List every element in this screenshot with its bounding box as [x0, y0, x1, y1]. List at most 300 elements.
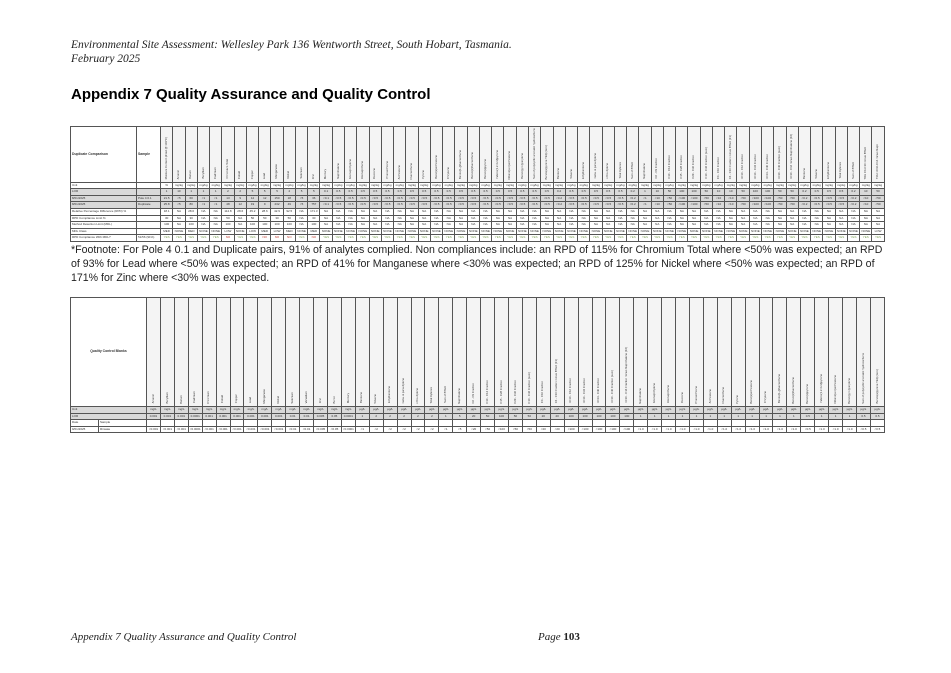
table-cell: 0.5	[602, 189, 614, 196]
table-cell: NO	[271, 235, 283, 242]
table-cell: NA	[860, 208, 872, 215]
table-cell: NA	[578, 222, 590, 229]
table-cell: YES	[430, 235, 442, 242]
empty-cell	[801, 420, 815, 427]
table-cell: NONE	[676, 228, 688, 235]
table-cell: 0.001	[147, 413, 161, 420]
table-cell: <0.5	[443, 202, 455, 209]
analyte-column-header	[614, 127, 626, 183]
table-cell: NONE	[197, 228, 209, 235]
analyte-column-header	[314, 298, 328, 407]
table-cell: 0.001	[160, 413, 174, 420]
table-cell: NA	[786, 208, 798, 215]
table-cell: NA	[541, 222, 553, 229]
empty-cell	[481, 420, 495, 427]
table-cell: <0.5	[835, 195, 847, 202]
table-cell: mg/kg	[602, 182, 614, 189]
analyte-column-header	[745, 298, 759, 407]
table-cell: 0.5	[406, 189, 418, 196]
table-cell: <0.5	[394, 195, 406, 202]
table-cell: NONE	[492, 228, 504, 235]
table-cell: NONE	[332, 228, 344, 235]
table-cell: 0.001	[202, 413, 216, 420]
table-cell: 1	[639, 189, 651, 196]
analyte-column-header	[578, 127, 590, 183]
table-cell: <50	[737, 195, 749, 202]
analyte-column-header	[185, 127, 197, 183]
table-cell: <0.5	[357, 195, 369, 202]
table-cell: 5	[271, 189, 283, 196]
table-cell: 50	[522, 413, 536, 420]
table-cell: <0.5	[835, 202, 847, 209]
table-cell: mg/kg	[528, 182, 540, 189]
table-cell: 21.5	[161, 195, 173, 202]
table-cell: 30	[161, 215, 173, 222]
table-cell: NA	[811, 215, 823, 222]
table-cell: NA	[516, 208, 528, 215]
table-cell: NA	[786, 215, 798, 222]
table-cell: 0.5	[811, 189, 823, 196]
table-cell: NA	[860, 222, 872, 229]
table-cell: 0.5	[430, 189, 442, 196]
analyte-column-header	[369, 298, 383, 407]
table-cell: NA	[381, 215, 393, 222]
analyte-name: Cobalt	[237, 170, 242, 179]
analyte-name: >C34 - C40 Fraction	[596, 378, 601, 404]
table-row	[71, 222, 885, 229]
analyte-column-header	[508, 298, 522, 407]
table-cell: 1	[161, 189, 173, 196]
analyte-column-header	[300, 298, 314, 407]
table-cell: NONE	[847, 228, 859, 235]
duplicate-comparison-table	[70, 126, 885, 242]
table-cell: <2	[411, 426, 425, 433]
table-cell: <0.5	[381, 195, 393, 202]
table-cell: NA	[492, 208, 504, 215]
footer-page-number: 103	[563, 631, 580, 643]
analyte-name: Naphthalene	[335, 163, 340, 179]
analyte-column-header	[504, 127, 516, 183]
table-cell: 2	[397, 413, 411, 420]
table-cell: 0.5	[541, 189, 553, 196]
empty-cell	[202, 420, 216, 427]
table-cell: LOW	[872, 228, 884, 235]
table-cell: NA	[320, 215, 332, 222]
analyte-name: C6 - C9 Fraction	[470, 382, 475, 404]
analyte-name: Arsenic	[176, 169, 181, 179]
table-cell: NA	[872, 208, 884, 215]
analyte-column-header	[341, 298, 355, 407]
empty-cell	[258, 420, 272, 427]
analyte-name: >C10 - C40 Fraction (sum)	[610, 370, 615, 404]
table-cell: mg/kg	[185, 182, 197, 189]
analyte-column-header	[259, 127, 271, 183]
table-cell: NONE	[210, 228, 222, 235]
analyte-name: Benzene	[556, 167, 561, 179]
empty-cell	[759, 420, 773, 427]
table-cell: µg/L	[425, 407, 439, 414]
table-cell: NA	[504, 215, 516, 222]
table-cell: mg/L	[147, 407, 161, 414]
table-cell: 50	[259, 215, 271, 222]
result-sample: Rinsate	[99, 426, 147, 433]
table-cell: NA	[651, 215, 663, 222]
table-cell: NA	[639, 215, 651, 222]
table-cell: NO	[283, 235, 295, 242]
empty-cell	[425, 420, 439, 427]
analyte-name: Sum of BTEX	[443, 386, 448, 404]
table-cell: NA	[430, 222, 442, 229]
table-cell: NONE	[786, 228, 798, 235]
table-cell: mg/L	[258, 407, 272, 414]
table-cell: NA	[332, 208, 344, 215]
table-cell: <0.5	[443, 195, 455, 202]
table-cell: <50	[786, 202, 798, 209]
row-label: Method Detection Limit (MDL)	[71, 222, 137, 229]
table-cell: NA	[357, 222, 369, 229]
table-cell: 1	[185, 189, 197, 196]
table-cell: NONE	[590, 228, 602, 235]
table-cell: µg/L	[522, 407, 536, 414]
empty-cell	[439, 420, 453, 427]
empty-cell	[174, 420, 188, 427]
table-cell: 2	[425, 413, 439, 420]
table-cell: NA	[688, 222, 700, 229]
table-cell: <50	[872, 195, 884, 202]
analyte-column-header	[271, 127, 283, 183]
table-cell: µg/L	[634, 407, 648, 414]
table-cell: 49	[283, 202, 295, 209]
analyte-column-header	[381, 127, 393, 183]
table-cell: NA	[443, 208, 455, 215]
table-cell: <100	[749, 195, 761, 202]
table-cell: NA	[737, 215, 749, 222]
table-cell: YES	[516, 235, 528, 242]
table-cell: <0.5	[504, 195, 516, 202]
table-cell: <50	[774, 202, 786, 209]
table-cell: NA	[688, 208, 700, 215]
table-cell: NA	[210, 222, 222, 229]
table-cell: <0.2	[847, 195, 859, 202]
table-cell: 0.001	[230, 413, 244, 420]
analyte-name: Acenaphthene	[360, 160, 365, 179]
analyte-column-header	[246, 127, 258, 183]
table-cell: µg/L	[745, 407, 759, 414]
table-cell: <0.2	[627, 202, 639, 209]
table-cell: YES	[811, 235, 823, 242]
table-cell: YES	[394, 235, 406, 242]
analyte-name: C10 - C36 Fraction (sum)	[703, 147, 708, 179]
analyte-name: Arsenic	[150, 394, 155, 404]
table-cell: <5	[173, 202, 185, 209]
table-cell: mg/kg	[246, 182, 258, 189]
table-cell: YES	[455, 235, 467, 242]
table-cell: 100	[620, 413, 634, 420]
table-cell: µg/L	[717, 407, 731, 414]
table-cell: YES	[295, 235, 307, 242]
table-cell: <0.5	[418, 195, 430, 202]
table-cell: 0.5	[835, 189, 847, 196]
analyte-name: C10 - C14 Fraction	[484, 379, 489, 404]
empty-cell	[634, 420, 648, 427]
table-cell: mg/L	[216, 407, 230, 414]
table-cell: NA	[774, 208, 786, 215]
table-cell: µg/L	[564, 407, 578, 414]
analyte-name: >C10 - C16 Fraction minus Naphthalene (F2)	[624, 347, 628, 404]
analyte-column-header	[815, 298, 829, 407]
table-cell: µg/L	[676, 407, 690, 414]
table-cell: <0.0001	[188, 426, 202, 433]
analyte-name: Beryllium	[164, 391, 169, 404]
table-cell: <0.5	[565, 202, 577, 209]
analyte-name: Sum of polycyclic aromatic hydrocarbons	[860, 352, 865, 404]
table-cell: NONE	[369, 228, 381, 235]
table-cell: NA	[774, 222, 786, 229]
analyte-name: C6 - C9 Fraction	[654, 158, 659, 179]
table-cell: <50	[737, 202, 749, 209]
analyte-name: Cadmium	[212, 167, 217, 179]
analyte-column-header	[565, 127, 577, 183]
table-cell: 100	[161, 222, 173, 229]
table-cell: µg/L	[355, 407, 369, 414]
table-cell: <0.5	[590, 195, 602, 202]
table-cell: mg/kg	[173, 182, 185, 189]
analyte-column-header	[857, 298, 871, 407]
table-cell: YES	[774, 235, 786, 242]
table-cell: mg/L	[314, 407, 328, 414]
table-cell: <0.5	[344, 202, 356, 209]
empty-cell	[160, 420, 174, 427]
table-cell: µg/L	[703, 407, 717, 414]
table-cell: 150	[271, 195, 283, 202]
analyte-column-header	[811, 127, 823, 183]
table-cell: mg/kg	[344, 182, 356, 189]
table-cell: 1	[829, 413, 843, 420]
table-cell: µg/L	[383, 407, 397, 414]
table-cell: 0.0001	[341, 413, 355, 420]
table-cell: <0.1	[320, 202, 332, 209]
table-cell: mg/kg	[210, 182, 222, 189]
table-cell: NA	[565, 208, 577, 215]
table-cell: NA	[737, 222, 749, 229]
analyte-column-header	[823, 127, 835, 183]
table-cell: YES	[528, 235, 540, 242]
analyte-name: C15 - C28 Fraction	[498, 379, 503, 404]
analyte-name: Benzo(b+j)fluoranthene	[458, 149, 463, 179]
analyte-name: Benzo(b+j)fluoranthene	[777, 374, 782, 404]
table-cell: 10	[173, 189, 185, 196]
table-cell: <1	[210, 195, 222, 202]
analyte-column-header	[430, 127, 442, 183]
analyte-name: C6 - C10 Fraction	[540, 381, 545, 404]
table-cell: 0.5	[369, 189, 381, 196]
empty-cell	[314, 420, 328, 427]
row-label: Unit	[71, 407, 147, 414]
table-cell: 0.5	[565, 189, 577, 196]
empty-cell	[508, 420, 522, 427]
sample-column-header: Sample	[137, 127, 161, 183]
table-cell: 2	[283, 189, 295, 196]
table-cell: 5	[308, 189, 320, 196]
empty-cell	[592, 420, 606, 427]
table-cell: MED	[185, 228, 197, 235]
table-cell: NA	[553, 208, 565, 215]
analyte-name: Benzo(a)pyrene TEQ (zero)	[544, 144, 549, 179]
table-cell: 0.5	[492, 189, 504, 196]
table-cell: <1	[210, 202, 222, 209]
footer-page	[538, 631, 580, 643]
table-cell: NA	[823, 208, 835, 215]
table-cell: NA	[455, 208, 467, 215]
table-cell: 19	[246, 202, 258, 209]
table-cell: 12	[234, 202, 246, 209]
table-cell: mg/kg	[455, 182, 467, 189]
table-cell: YES	[504, 235, 516, 242]
analyte-column-header	[479, 127, 491, 183]
table-cell: mg/kg	[222, 182, 234, 189]
table-cell: NA	[762, 215, 774, 222]
table-cell: NA	[381, 222, 393, 229]
empty-cell	[773, 420, 787, 427]
table-cell: NA	[725, 208, 737, 215]
table-cell: mg/kg	[369, 182, 381, 189]
empty-cell	[216, 420, 230, 427]
table-cell: NONE	[798, 228, 810, 235]
table-cell: NONE	[357, 228, 369, 235]
analyte-column-header	[835, 127, 847, 183]
table-cell: mg/kg	[578, 182, 590, 189]
table-cell: NA	[234, 222, 246, 229]
analyte-name: C29 - C36 Fraction	[691, 155, 696, 179]
table-cell: <0.0001	[341, 426, 355, 433]
analyte-column-header	[272, 298, 286, 407]
table-cell: 0.2	[553, 189, 565, 196]
table-cell: 1	[731, 413, 745, 420]
table-cell: NA	[688, 215, 700, 222]
table-cell: mg/kg	[860, 182, 872, 189]
footer-title: Appendix 7 Quality Assurance and Quality Control	[71, 631, 297, 643]
table-cell: 1	[745, 413, 759, 420]
table-cell: NA	[430, 208, 442, 215]
table-cell: mg/kg	[688, 182, 700, 189]
table-cell: NA	[639, 208, 651, 215]
table-cell: 1	[648, 413, 662, 420]
table-cell: NA	[847, 208, 859, 215]
table-cell: <0.001	[272, 426, 286, 433]
table-cell: <100	[762, 195, 774, 202]
analyte-name: Benzo(a)pyrene	[482, 159, 487, 179]
table-cell: NA	[504, 208, 516, 215]
table-cell: <0.2	[553, 195, 565, 202]
analyte-name: Fluorene	[679, 392, 684, 404]
table-cell: YES	[602, 235, 614, 242]
table-cell: NONE	[516, 228, 528, 235]
table-cell: µg/L	[508, 407, 522, 414]
empty-cell	[272, 420, 286, 427]
empty-cell	[731, 420, 745, 427]
table-cell: NA	[590, 208, 602, 215]
analyte-column-header	[173, 127, 185, 183]
table-cell: NA	[578, 208, 590, 215]
table-cell: 1	[210, 189, 222, 196]
table-cell: <0.5	[823, 195, 835, 202]
analyte-name: Moisture Content (dried @ 103°C)	[163, 136, 168, 179]
table-cell: 0.2	[847, 189, 859, 196]
table-cell: <0.5	[602, 202, 614, 209]
table-cell: mg/kg	[700, 182, 712, 189]
table-cell: <100	[620, 426, 634, 433]
table-cell: YES	[663, 235, 675, 242]
table-cell: mg/kg	[234, 182, 246, 189]
analyte-column-header	[762, 127, 774, 183]
table-cell: YES	[443, 235, 455, 242]
analyte-name: Manganese	[262, 388, 267, 404]
table-cell: mg/kg	[541, 182, 553, 189]
table-cell: NA	[565, 215, 577, 222]
table-cell: YES	[541, 235, 553, 242]
table-cell: µg/L	[870, 407, 884, 414]
empty-cell	[453, 420, 467, 427]
analyte-name: Sum of BTEX	[629, 162, 634, 179]
analyte-name: Selenium	[298, 167, 303, 179]
table-cell: NA	[467, 215, 479, 222]
table-cell: <20	[550, 426, 564, 433]
analyte-column-header	[787, 298, 801, 407]
table-cell: NA	[394, 215, 406, 222]
table-cell: NA	[847, 215, 859, 222]
table-cell: NA	[369, 208, 381, 215]
table-cell: <0.5	[541, 202, 553, 209]
analyte-column-header	[541, 127, 553, 183]
table-cell: µg/L	[536, 407, 550, 414]
result-date: 9/01/2025	[71, 426, 99, 433]
analyte-column-header	[467, 127, 479, 183]
analyte-column-header	[283, 127, 295, 183]
analyte-name: Copper	[234, 394, 239, 404]
table-cell: NA	[467, 222, 479, 229]
table-cell: NA	[835, 208, 847, 215]
table-cell: <100	[676, 202, 688, 209]
analyte-column-header	[383, 298, 397, 407]
table-cell: <50	[481, 426, 495, 433]
table-cell: <5	[453, 426, 467, 433]
table-cell: µg/L	[787, 407, 801, 414]
table-cell: NA	[823, 215, 835, 222]
table-cell: NA	[210, 215, 222, 222]
table-cell: mg/kg	[872, 182, 884, 189]
table-cell: 18.1	[161, 208, 173, 215]
row-sample	[137, 208, 161, 215]
table-cell: 25.8	[161, 202, 173, 209]
analyte-column-header	[147, 298, 161, 407]
table-cell: 50	[786, 189, 798, 196]
table-cell: <0.5	[406, 202, 418, 209]
table-cell: NONE	[712, 228, 724, 235]
analyte-name: meta- & para-Xylene	[593, 153, 598, 179]
row-sample	[137, 182, 161, 189]
analyte-name: Chromium	[206, 390, 211, 404]
analyte-name: Anthracene	[396, 164, 401, 179]
table-cell: NONE	[173, 228, 185, 235]
table-cell: <0.5	[857, 426, 871, 433]
analyte-column-header	[453, 298, 467, 407]
table-cell: <2	[397, 426, 411, 433]
table-cell: 0.5	[801, 413, 815, 420]
table-cell: NA	[173, 208, 185, 215]
analyte-name: C15 - C28 Fraction	[678, 155, 683, 179]
table-cell: <0.5	[455, 195, 467, 202]
table-cell: YES	[369, 235, 381, 242]
